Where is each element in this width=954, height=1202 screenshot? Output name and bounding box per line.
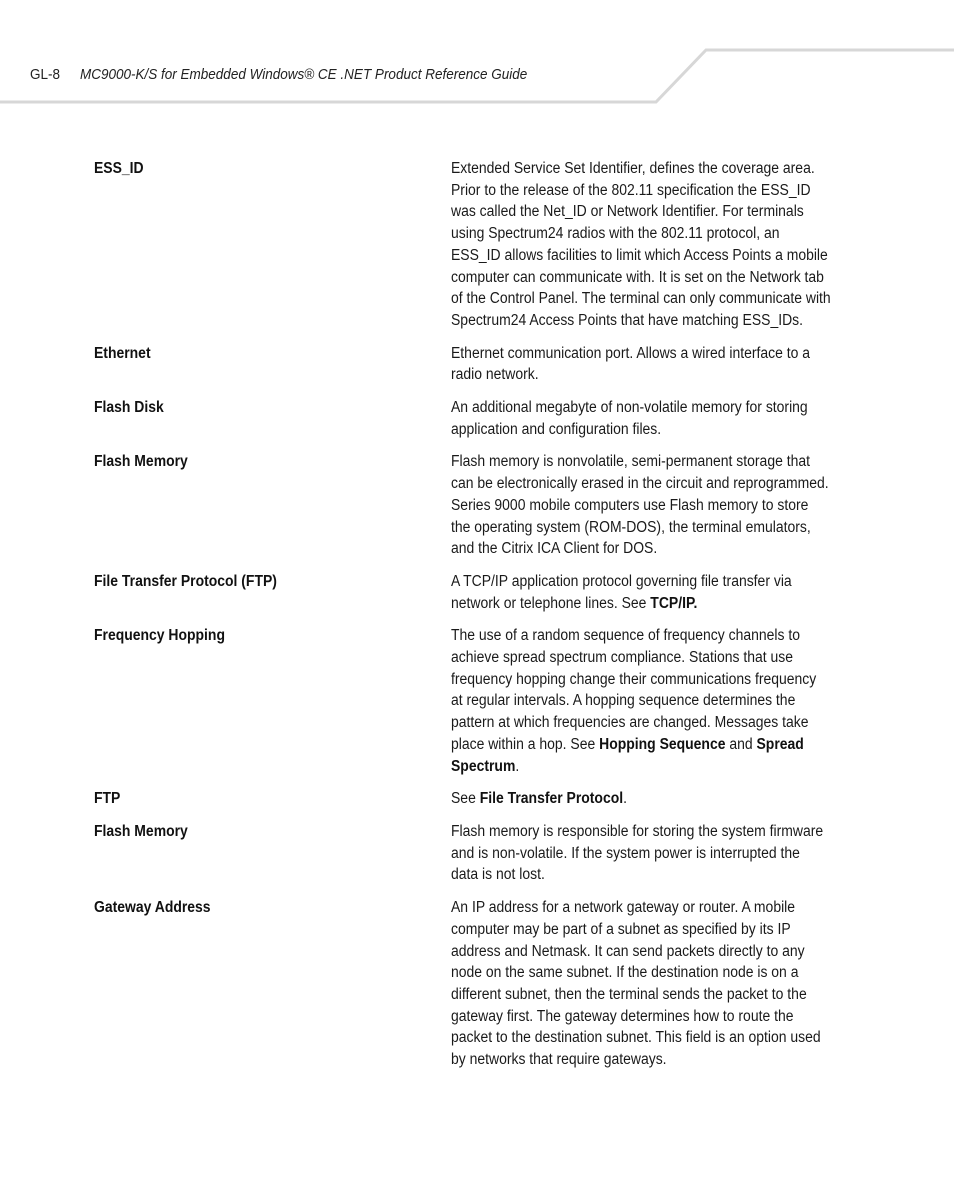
cross-reference: File Transfer Protocol [479,790,624,808]
glossary-list [0,158,954,1082]
header-rule [0,0,954,110]
glossary-term: FTP [94,790,121,808]
definition-text: Extended Service Set Identifier, defines the coverage area. Prior to the release of the 802.11 specification the ESS_ID was called the Net_ID or Network Identifier. For terminals using Spectrum24 radios with the 802.11 protocol, an ESS_ID allows facilities to limit which Access Points a mobile computer can communicate with. It is set on the Network tab of the Control Panel. The terminal can only communicate with Spectrum24 Access Points that have matching ESS_IDs. [451,160,831,329]
glossary-entry [0,158,954,332]
glossary-term: Flash Disk [94,399,164,417]
definition-text: An additional megabyte of non-volatile memory for storing application and configuration files. [451,399,808,438]
glossary-definition [451,343,831,386]
glossary-term: File Transfer Protocol (FTP) [94,572,277,590]
glossary-entry [0,571,954,614]
glossary-entry [0,821,954,886]
glossary-definition [451,897,831,1071]
glossary-term: ESS_ID [94,160,144,177]
glossary-entry [0,343,954,386]
glossary-entry [0,897,954,1071]
definition-text: The use of a random sequence of frequency channels to achieve spread spectrum compliance. Stations that use frequency hopping change their communications frequency at regular intervals. A hopping sequence determines the pattern at which frequencies are changed. Messages take place within a hop. See [451,627,817,753]
definition-text: Ethernet communication port. Allows a wired interface to a radio network. [451,344,811,384]
page-number: GL-8 [30,66,61,83]
definition-text: . [515,757,520,775]
definition-text: See [451,790,480,808]
glossary-definition [451,821,831,886]
glossary-entry [0,397,954,440]
cross-reference: TCP/IP. [650,594,698,612]
running-title: MC9000-K/S for Embedded Windows® CE .NET Product Reference Guide [80,66,528,83]
glossary-definition [451,451,831,560]
definition-text: An IP address for a network gateway or router. A mobile computer may be part of a subnet as specified by its IP address and Netmask. It can send packets directly to any node on the same subnet. If the destination node is on a different subnet, then the terminal sends the packet to the gateway first. The gateway determines how to route the packet to the destination subnet. This field is an option used by networks that require gateways. [451,899,821,1069]
glossary-definition [451,158,831,332]
glossary-term: Flash Memory [94,453,188,471]
glossary-term: Frequency Hopping [94,627,225,645]
definition-text: Flash memory is nonvolatile, semi-permanent storage that can be electronically erased in the circuit and reprogrammed. Series 9000 mobile computers use Flash memory to store the operating system (ROM-DOS), the terminal emulators, and the Citrix ICA Client for DOS. [451,453,829,558]
definition-text: and [725,735,757,753]
glossary-definition [451,571,831,614]
glossary-entry [0,788,954,810]
definition-text: . [623,790,628,808]
glossary-entry [0,451,954,560]
glossary-term: Ethernet [94,344,151,362]
cross-reference: Hopping Sequence [599,735,726,753]
glossary-entry [0,625,954,777]
glossary-definition [451,788,831,810]
glossary-term: Flash Memory [94,822,188,840]
definition-text: A TCP/IP application protocol governing file transfer via network or telephone lines. See [451,572,792,612]
glossary-definition [451,625,831,777]
glossary-term: Gateway Address [94,899,211,917]
cross-reference: Spread Spectrum [451,735,804,775]
definition-text: Flash memory is responsible for storing the system firmware and is non-volatile. If the system power is interrupted the data is not lost. [451,822,824,884]
glossary-definition [451,397,831,440]
